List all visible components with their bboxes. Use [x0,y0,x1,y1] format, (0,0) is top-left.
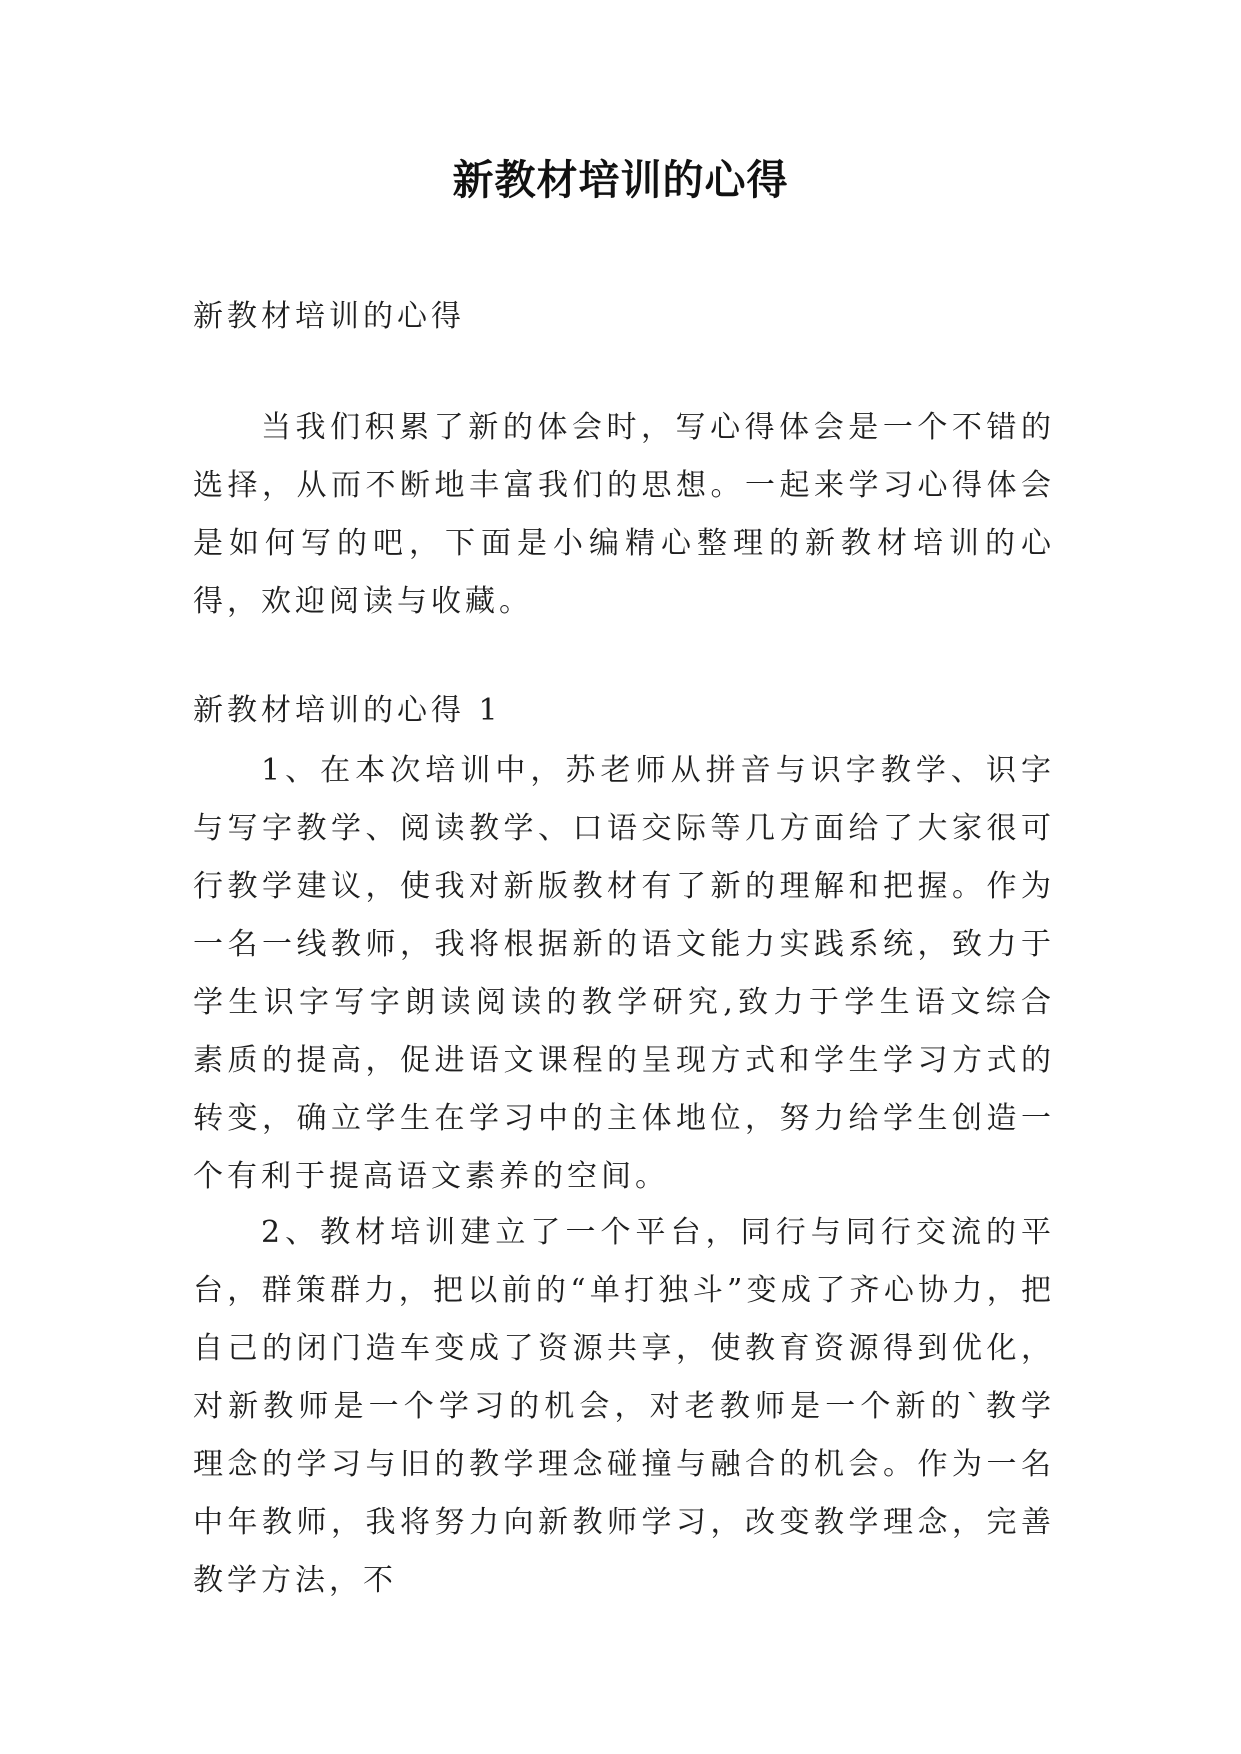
document-subtitle: 新教材培训的心得 [193,299,465,334]
body-paragraph-2: 2、教材培训建立了一个平台，同行与同行交流的平台，群策群力，把以前的“单打独斗”变成了齐心协力，把自己的闭门造车变成了资源共享，使教育资源得到优化，对新教师是一个学习的机会，对老教师是一个新的`教学理念的学习与旧的教学理念碰撞与融合的机会。作为一名中年教师，我将努力向新教师学习，改变教学理念，完善教学方法，不 [193,1215,1055,1598]
document-title: 新教材培训的心得 [452,156,789,204]
body-paragraph-1: 1、在本次培训中，苏老师从拼音与识字教学、识字与写字教学、阅读教学、口语交际等几方面给了大家很可行教学建议，使我对新版教材有了新的理解和把握。作为一名一线教师，我将根据新的语文能力实践系统，致力于学生识字写字朗读阅读的教学研究,致力于学生语文综合素质的提高，促进语文课程的呈现方式和学生学习方式的转变，确立学生在学习中的主体地位，努力给学生创造一个有利于提高语文素养的空间。 [193,753,1055,1194]
section-heading: 新教材培训的心得 1 [193,693,502,728]
intro-paragraph: 当我们积累了新的体会时，写心得体会是一个不错的选择，从而不断地丰富我们的思想。一起来学习心得体会是如何写的吧，下面是小编精心整理的新教材培训的心得，欢迎阅读与收藏。 [193,410,1055,619]
